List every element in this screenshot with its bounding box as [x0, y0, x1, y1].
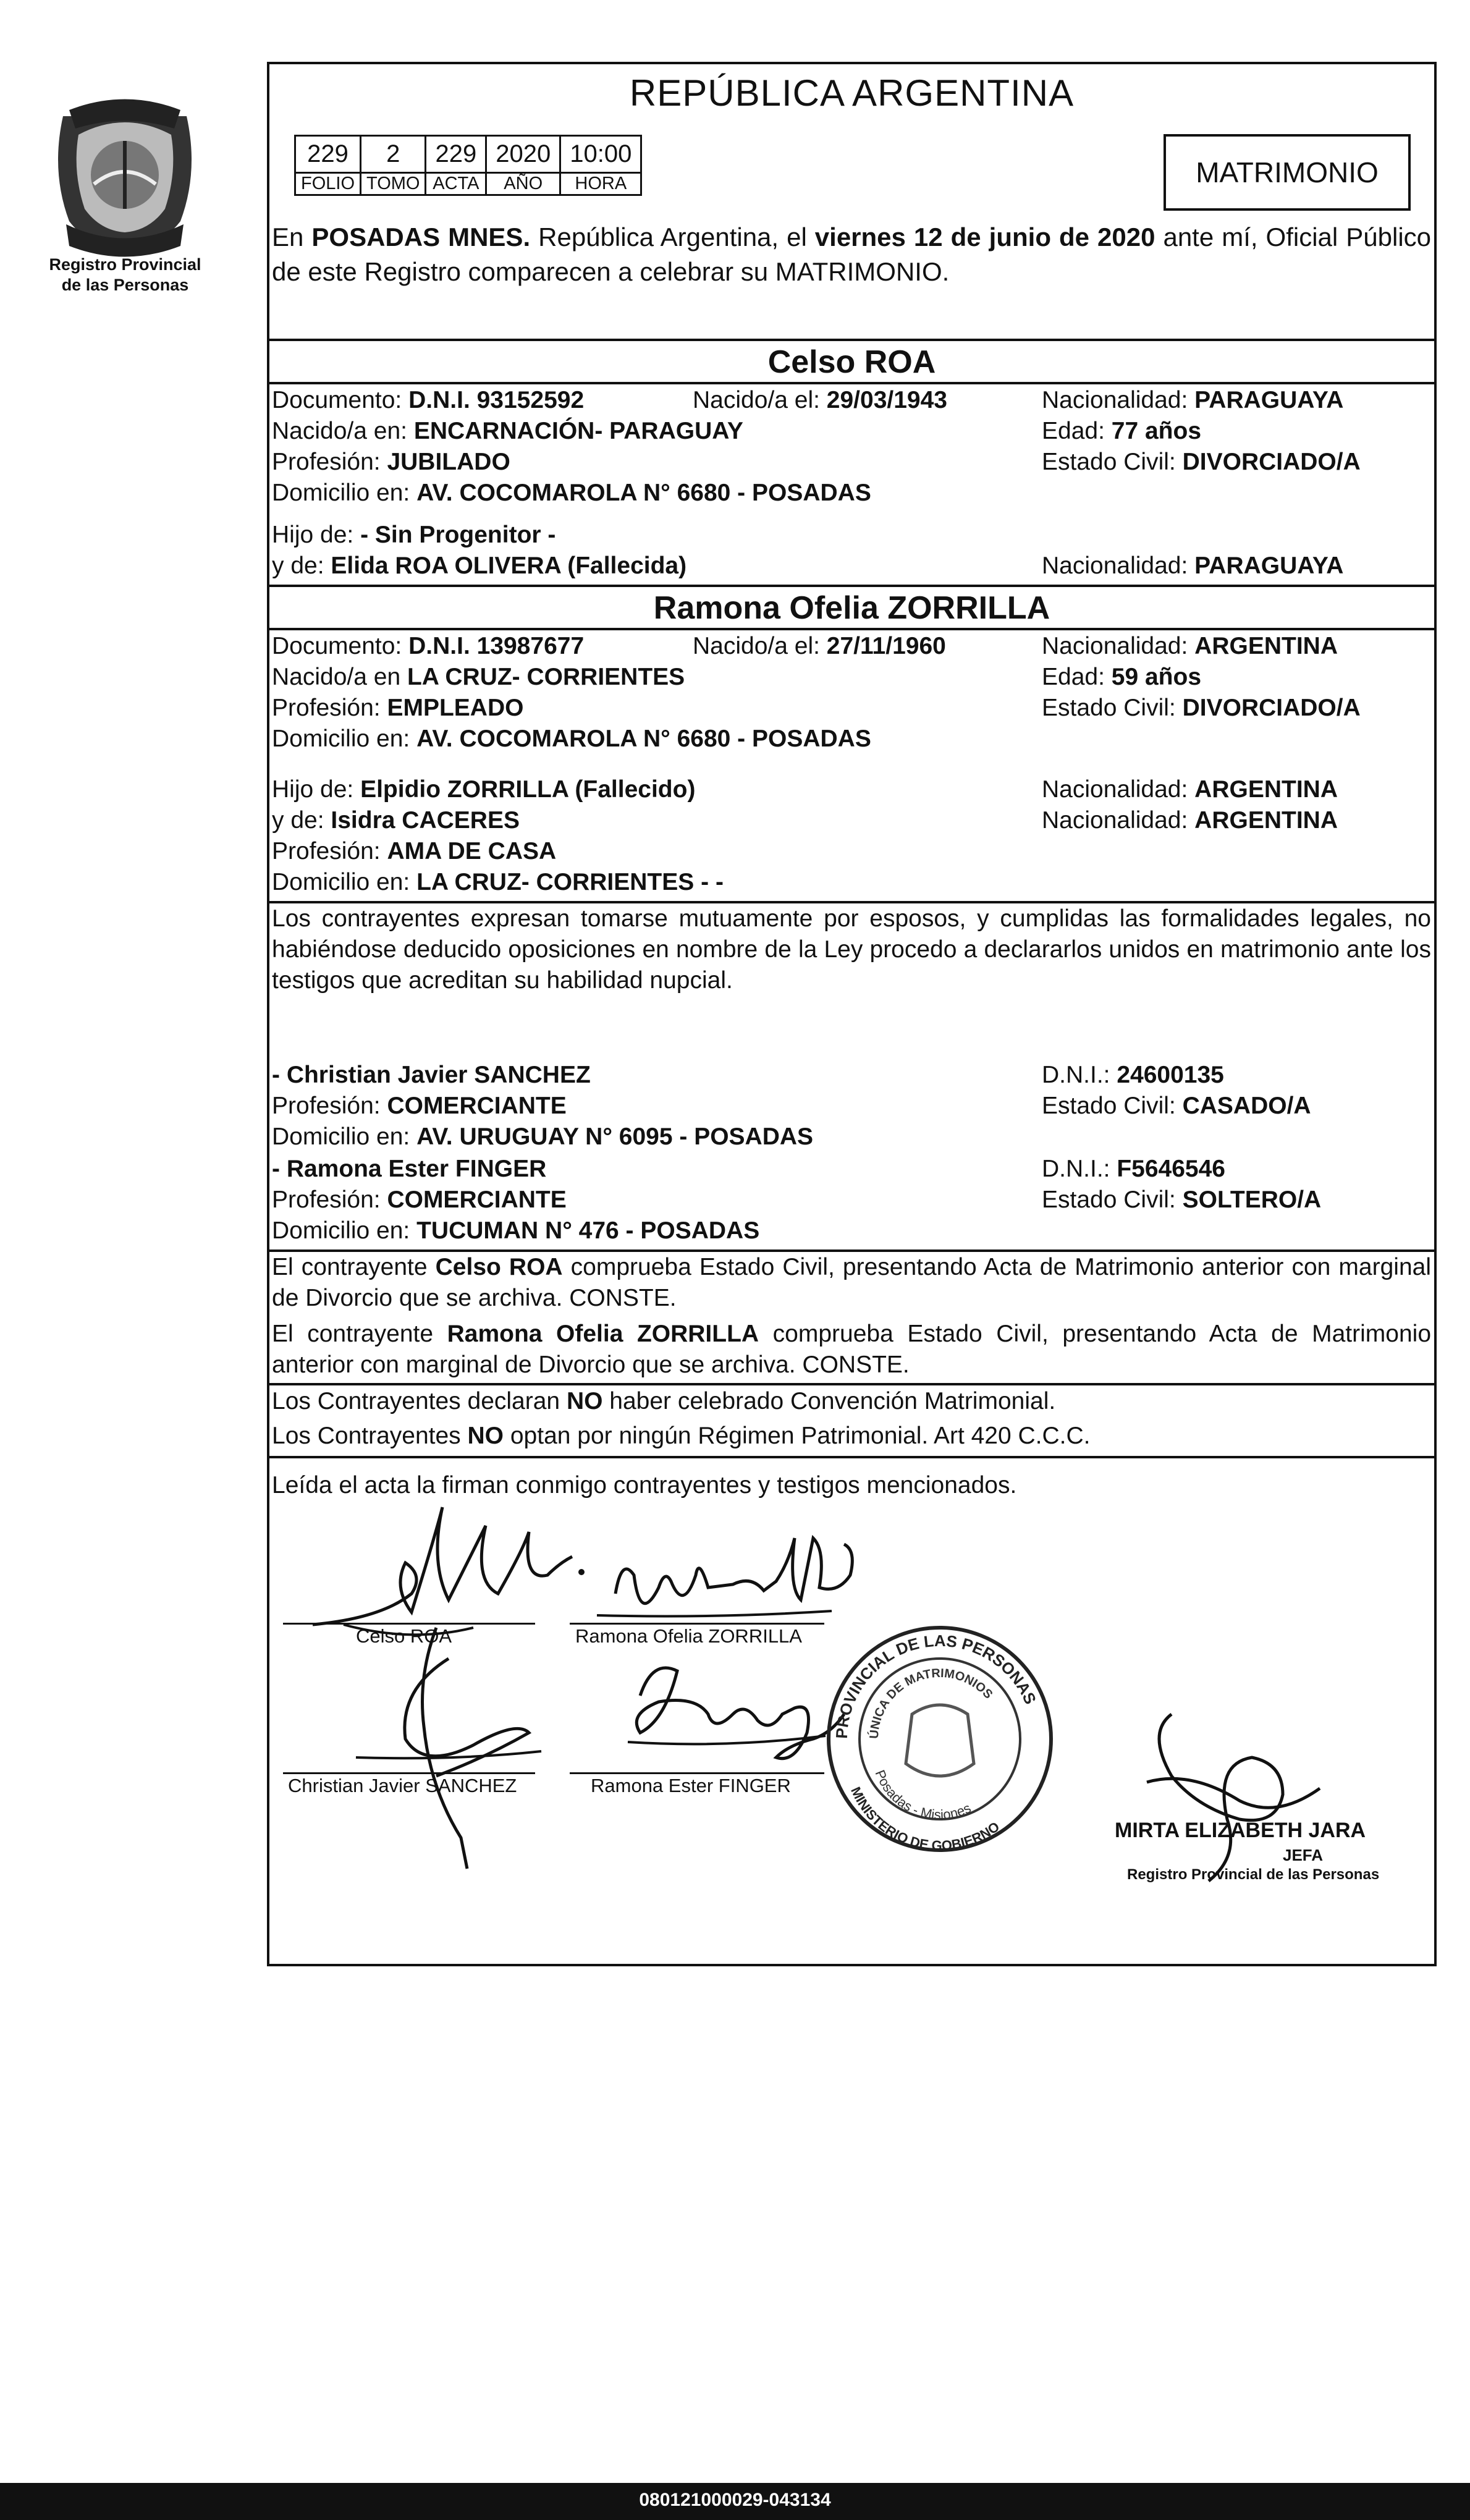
divider: [269, 382, 1434, 384]
bride-father-nationality: Nacionalidad: ARGENTINA: [1042, 776, 1338, 803]
declaration-paragraph: Los contrayentes expresan tomarse mutuamente por esposos, y cumplidas las formalidades legales, no habiéndose deducido oposiciones en nombre de la Ley procedo a declararlos unidos en matrimonio ante los testigos que acreditan su habilidad nupcial.: [272, 905, 1431, 994]
groom-mother-nationality: Nacionalidad: PARAGUAYA: [1042, 552, 1344, 579]
signature-line: [570, 1772, 824, 1774]
groom-address: Domicilio en: AV. COCOMAROLA N° 6680 - POSADAS: [272, 480, 871, 506]
bride-civil-status: Estado Civil: DIVORCIADO/A: [1042, 695, 1361, 721]
official-round-stamp: [819, 1622, 1060, 1856]
hour-value: 10:00: [560, 136, 641, 173]
groom-nationality: Nacionalidad: PARAGUAYA: [1042, 387, 1344, 413]
bride-birthplace: Nacido/a en LA CRUZ- CORRIENTES: [272, 664, 685, 690]
closing-statement: Leída el acta la firman conmigo contrayentes y testigos mencionados.: [272, 1472, 1017, 1499]
bride-document: Documento: D.N.I. 13987677: [272, 633, 585, 659]
groom-civil-status-note: El contrayente Celso ROA comprueba Estado Civil, presentando Acta de Matrimonio anterior con marginal de Divorcio que se archiva. CONSTE.: [272, 1254, 1431, 1311]
stamp-ministry-text: MINISTERIO DE GOBIERNO: [848, 1784, 1003, 1854]
groom-age: Edad: 77 años: [1042, 418, 1202, 444]
groom-name-heading: Celso ROA: [767, 344, 936, 380]
groom-father: Hijo de: - Sin Progenitor -: [272, 522, 556, 548]
stamp-outer-text: PROVINCIAL DE LAS PERSONAS: [832, 1631, 1040, 1740]
registry-logo-caption: [25, 255, 226, 295]
signature-line: [283, 1772, 535, 1774]
official-role: JEFA: [1283, 1846, 1324, 1864]
witness2-profession: Profesión: COMERCIANTE: [272, 1186, 567, 1213]
divider: [269, 628, 1434, 630]
tomo-label: TOMO: [361, 173, 426, 195]
acta-label: ACTA: [426, 173, 486, 195]
stamp-city-text: Posadas - Misiones: [872, 1767, 974, 1823]
official-office: Registro Provincial de las Personas: [1127, 1866, 1380, 1883]
bride-signature-name: Ramona Ofelia ZORRILLA: [575, 1625, 802, 1647]
svg-text:ÚNICA DE MATRIMONIOS: [866, 1667, 995, 1740]
bride-father: Hijo de: Elpidio ZORRILLA (Fallecido): [272, 776, 696, 803]
witness1-address: Domicilio en: AV. URUGUAY N° 6095 - POSADAS: [272, 1123, 814, 1150]
witness2-address: Domicilio en: TUCUMAN N° 476 - POSADAS: [272, 1217, 760, 1244]
provincial-seal-logo: [44, 91, 205, 258]
tomo-value: 2: [361, 136, 426, 173]
groom-signature-name: Celso ROA: [356, 1625, 452, 1647]
bride-civil-status-note: El contrayente Ramona Ofelia ZORRILLA comprueba Estado Civil, presentando Acta de Matrimonio anterior con marginal de Divorcio que se archiva. CONSTE.: [272, 1321, 1432, 1378]
intro-paragraph: En POSADAS MNES. República Argentina, el viernes 12 de junio de 2020 ante mí, Oficial Público de este Registro comparecen a celebrar su MATRIMONIO.: [272, 222, 1432, 286]
regime-statement: Los Contrayentes NO optan por ningún Régimen Patrimonial. Art 420 C.C.C.: [272, 1423, 1091, 1449]
bride-age: Edad: 59 años: [1042, 664, 1202, 690]
stamp-inner-text: ÚNICA DE MATRIMONIOS: [867, 1666, 995, 1740]
groom-document: Documento: D.N.I. 93152592: [272, 387, 585, 413]
witness1-name: - Christian Javier SANCHEZ: [272, 1062, 591, 1088]
groom-civil-status: Estado Civil: DIVORCIADO/A: [1042, 449, 1361, 475]
logo-caption-line: Registro Provincial: [49, 255, 201, 274]
bride-name-heading: Ramona Ofelia ZORRILLA: [653, 590, 1050, 626]
groom-mother: y de: Elida ROA OLIVERA (Fallecida): [272, 552, 687, 579]
acta-value: 229: [426, 136, 486, 173]
groom-birthdate: Nacido/a el: 29/03/1943: [693, 387, 947, 413]
official-name: MIRTA ELIZABETH JARA: [1115, 1819, 1366, 1842]
witness1-profession: Profesión: COMERCIANTE: [272, 1093, 567, 1119]
witness1-civil-status: Estado Civil: CASADO/A: [1042, 1093, 1311, 1119]
groom-birthplace: Nacido/a en: ENCARNACIÓN- PARAGUAY: [272, 418, 743, 444]
bride-address: Domicilio en: AV. COCOMAROLA N° 6680 - POSADAS: [272, 725, 871, 752]
bride-birthdate: Nacido/a el: 27/11/1960: [693, 633, 946, 659]
bride-profession: Profesión: EMPLEADO: [272, 695, 524, 721]
svg-text:PROVINCIAL DE LAS PERSONAS: [832, 1631, 1040, 1739]
bride-mother-nationality: Nacionalidad: ARGENTINA: [1042, 807, 1338, 834]
witness1-signature: [331, 1603, 566, 1900]
witness2-dni: D.N.I.: F5646546: [1042, 1156, 1225, 1182]
bride-mother-profession: Profesión: AMA DE CASA: [272, 838, 557, 865]
year-value: 2020: [486, 136, 560, 173]
logo-caption-line: de las Personas: [61, 276, 189, 294]
witness1-signature-name: Christian Javier SANCHEZ: [288, 1775, 517, 1796]
divider: [269, 585, 1434, 587]
witness2-signature-name: Ramona Ester FINGER: [591, 1775, 791, 1796]
document-barcode: 080121000029-043134: [0, 2483, 1470, 2520]
record-type-box: MATRIMONIO: [1164, 134, 1411, 211]
bride-mother-address: Domicilio en: LA CRUZ- CORRIENTES - -: [272, 869, 724, 895]
registry-reference-table: [294, 135, 642, 196]
convention-statement: Los Contrayentes declaran NO haber celebrado Convención Matrimonial.: [272, 1388, 1056, 1414]
marriage-certificate: [267, 62, 1437, 1966]
witness2-name: - Ramona Ester FINGER: [272, 1156, 547, 1182]
witness1-dni: D.N.I.: 24600135: [1042, 1062, 1224, 1088]
folio-value: 229: [295, 136, 361, 173]
divider: [269, 339, 1434, 341]
hour-label: HORA: [560, 173, 641, 195]
groom-profession: Profesión: JUBILADO: [272, 449, 510, 475]
bride-mother: y de: Isidra CACERES: [272, 807, 520, 834]
svg-text:Posadas - Misiones: [872, 1768, 974, 1822]
witness2-civil-status: Estado Civil: SOLTERO/A: [1042, 1186, 1322, 1213]
divider: [269, 1383, 1434, 1385]
bride-nationality: Nacionalidad: ARGENTINA: [1042, 633, 1338, 659]
year-label: AÑO: [486, 173, 560, 195]
document-title: REPÚBLICA ARGENTINA: [629, 72, 1075, 114]
folio-label: FOLIO: [295, 173, 361, 195]
